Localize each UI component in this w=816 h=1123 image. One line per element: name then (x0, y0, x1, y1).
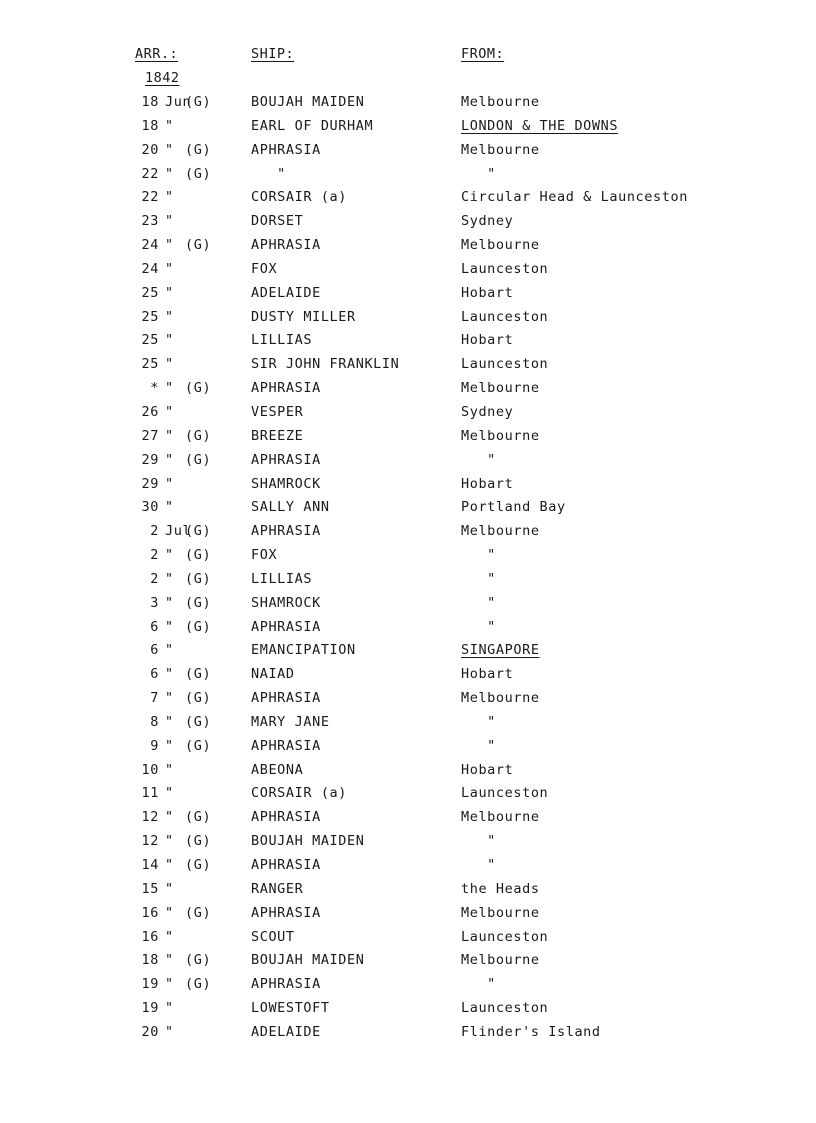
arrival-day: 19 (141, 1000, 159, 1017)
ship-name: EMANCIPATION (251, 642, 356, 659)
gazette-marker: (G) (185, 666, 212, 683)
ship-name: ADELAIDE (251, 1023, 321, 1040)
ship-name: APHRASIA (251, 618, 321, 635)
gazette-marker: (G) (185, 904, 212, 921)
arrival-month: " (165, 761, 174, 778)
list-item (0, 905, 816, 929)
ship-name: APHRASIA (251, 690, 321, 707)
arrival-day: 20 (141, 141, 159, 158)
list-item (0, 857, 816, 881)
arrival-month: " (165, 857, 174, 873)
arrival-month: " (165, 117, 174, 134)
arrival-month: Jul (165, 523, 192, 540)
gazette-marker: (G) (185, 976, 212, 993)
list-item (0, 642, 816, 666)
arrival-day: 14 (141, 857, 159, 873)
arrival-day: 18 (141, 952, 159, 969)
origin-port: Circular Head & Launceston (461, 189, 688, 206)
ship-name: LILLIAS (251, 570, 313, 587)
origin-port: SINGAPORE (461, 642, 540, 659)
arrival-month: " (165, 785, 174, 802)
arrival-month: " (165, 213, 174, 230)
origin-port: " (461, 165, 496, 182)
list-item (0, 666, 816, 690)
origin-port: Melbourne (461, 380, 540, 397)
gazette-marker: (G) (185, 427, 212, 444)
ship-name: APHRASIA (251, 857, 321, 873)
arrival-month: Jun (165, 94, 192, 110)
list-item (0, 809, 816, 833)
arrival-day: 2 (150, 547, 159, 564)
arrival-month: " (165, 1000, 174, 1017)
arrival-month: " (165, 713, 174, 730)
gazette-marker: (G) (185, 523, 212, 540)
ship-name: APHRASIA (251, 976, 321, 993)
list-item (0, 547, 816, 571)
list-item (0, 213, 816, 237)
list-item (0, 189, 816, 213)
origin-port: " (461, 833, 496, 850)
arrival-day: 25 (141, 332, 159, 349)
arrival-day: 16 (141, 928, 159, 945)
origin-port: Launceston (461, 356, 549, 373)
origin-port: Portland Bay (461, 499, 566, 516)
arrival-day: 27 (141, 427, 159, 444)
arrival-day: 24 (141, 260, 159, 277)
list-item (0, 332, 816, 356)
list-item (0, 929, 816, 953)
arrival-month: " (165, 547, 174, 564)
arrival-month: " (165, 666, 174, 683)
ship-name: APHRASIA (251, 904, 321, 921)
arrival-day: 24 (141, 237, 159, 254)
arrival-day: 25 (141, 284, 159, 301)
origin-port: Launceston (461, 785, 549, 802)
arrival-day: 30 (141, 499, 159, 516)
arrival-month: " (165, 427, 174, 444)
ship-name: NAIAD (251, 666, 295, 683)
list-item (0, 976, 816, 1000)
list-item (0, 1000, 816, 1024)
arrival-day: 29 (141, 475, 159, 492)
arrival-month: " (165, 141, 174, 158)
gazette-marker: (G) (185, 141, 212, 158)
list-item (0, 619, 816, 643)
list-item (0, 881, 816, 905)
origin-port: Melbourne (461, 94, 540, 110)
origin-port: Launceston (461, 928, 549, 945)
arrival-day: 12 (141, 833, 159, 850)
origin-port: Melbourne (461, 904, 540, 921)
ship-name: BOUJAH MAIDEN (251, 952, 365, 969)
arrival-month: " (165, 952, 174, 969)
ship-name: BOUJAH MAIDEN (251, 94, 365, 110)
list-item (0, 166, 816, 190)
origin-port: " (461, 594, 496, 611)
arrival-day: 6 (150, 642, 159, 659)
arrival-day: 22 (141, 189, 159, 206)
list-item (0, 285, 816, 309)
arrival-day: 8 (150, 713, 159, 730)
arrival-month: " (165, 928, 174, 945)
list-item (0, 785, 816, 809)
origin-port: Melbourne (461, 427, 540, 444)
ship-name: FOX (251, 547, 278, 564)
origin-port: " (461, 618, 496, 635)
gazette-marker: (G) (185, 570, 212, 587)
arrival-month: " (165, 237, 174, 254)
gazette-marker: (G) (185, 713, 212, 730)
ship-name: APHRASIA (251, 380, 321, 397)
origin-port: Hobart (461, 284, 514, 301)
ship-name: RANGER (251, 880, 304, 897)
list-item (0, 833, 816, 857)
arrival-day: 6 (150, 618, 159, 635)
gazette-marker: (G) (185, 451, 212, 468)
arrival-day: * (150, 380, 159, 397)
gazette-marker: (G) (185, 690, 212, 707)
list-item (0, 261, 816, 285)
arrival-day: 20 (141, 1023, 159, 1040)
arrival-day: 11 (141, 785, 159, 802)
list-item (0, 523, 816, 547)
ship-name: EARL OF DURHAM (251, 117, 374, 134)
list-item (0, 94, 816, 118)
arrival-day: 29 (141, 451, 159, 468)
arrival-day: 23 (141, 213, 159, 230)
ship-name: SCOUT (251, 928, 295, 945)
list-item (0, 738, 816, 762)
arrival-day: 15 (141, 880, 159, 897)
ship-name: CORSAIR (a) (251, 189, 348, 206)
arrival-month: " (165, 332, 174, 349)
ship-name: APHRASIA (251, 451, 321, 468)
arrival-month: " (165, 570, 174, 587)
ship-name: " (251, 165, 286, 182)
arrival-month: " (165, 308, 174, 325)
arrival-month: " (165, 165, 174, 182)
arrival-month: " (165, 594, 174, 611)
ship-name: LILLIAS (251, 332, 313, 349)
arrivals-list (0, 94, 816, 1048)
arrival-month: " (165, 475, 174, 492)
header-from: FROM: (461, 46, 505, 62)
list-item (0, 571, 816, 595)
ship-name: MARY JANE (251, 713, 330, 730)
arrival-day: 2 (150, 570, 159, 587)
gazette-marker: (G) (185, 165, 212, 182)
arrival-month: " (165, 1023, 174, 1040)
origin-port: Flinder's Island (461, 1023, 601, 1040)
arrival-day: 7 (150, 690, 159, 707)
ship-name: BREEZE (251, 427, 304, 444)
arrival-month: " (165, 356, 174, 373)
ship-name: SHAMROCK (251, 594, 321, 611)
list-item (0, 237, 816, 261)
ship-name: APHRASIA (251, 141, 321, 158)
arrival-day: 10 (141, 761, 159, 778)
arrival-day: 19 (141, 976, 159, 993)
list-item (0, 142, 816, 166)
arrival-month: " (165, 809, 174, 826)
list-item (0, 952, 816, 976)
list-item (0, 690, 816, 714)
gazette-marker: (G) (185, 94, 212, 110)
origin-port: " (461, 976, 496, 993)
origin-port: Launceston (461, 1000, 549, 1017)
header-ship: SHIP: (251, 46, 295, 62)
gazette-marker: (G) (185, 618, 212, 635)
list-item (0, 452, 816, 476)
ship-name: DUSTY MILLER (251, 308, 356, 325)
ship-name: SHAMROCK (251, 475, 321, 492)
ship-name: ABEONA (251, 761, 304, 778)
gazette-marker: (G) (185, 857, 212, 873)
origin-port: Sydney (461, 403, 514, 420)
arrival-day: 22 (141, 165, 159, 182)
gazette-marker: (G) (185, 237, 212, 254)
column-header (0, 46, 816, 66)
origin-port: LONDON & THE DOWNS (461, 117, 619, 134)
origin-port: Melbourne (461, 237, 540, 254)
list-item (0, 428, 816, 452)
origin-port: Launceston (461, 308, 549, 325)
arrival-month: " (165, 403, 174, 420)
gazette-marker: (G) (185, 547, 212, 564)
origin-port: " (461, 713, 496, 730)
list-item (0, 118, 816, 142)
arrival-day: 12 (141, 809, 159, 826)
origin-port: Hobart (461, 761, 514, 778)
list-item (0, 595, 816, 619)
origin-port: Melbourne (461, 523, 540, 540)
list-item (0, 762, 816, 786)
origin-port: " (461, 547, 496, 564)
origin-port: Melbourne (461, 690, 540, 707)
list-item (0, 356, 816, 380)
arrival-month: " (165, 618, 174, 635)
list-item (0, 404, 816, 428)
origin-port: Melbourne (461, 952, 540, 969)
gazette-marker: (G) (185, 809, 212, 826)
ship-name: VESPER (251, 403, 304, 420)
arrival-month: " (165, 880, 174, 897)
arrival-month: " (165, 642, 174, 659)
list-item (0, 380, 816, 404)
list-item (0, 476, 816, 500)
arrival-month: " (165, 189, 174, 206)
arrival-month: " (165, 451, 174, 468)
ship-name: APHRASIA (251, 737, 321, 754)
ship-name: SALLY ANN (251, 499, 330, 516)
ship-name: DORSET (251, 213, 304, 230)
origin-port: " (461, 570, 496, 587)
origin-port: " (461, 857, 496, 873)
arrival-month: " (165, 284, 174, 301)
arrival-month: " (165, 737, 174, 754)
ship-name: BOUJAH MAIDEN (251, 833, 365, 850)
origin-port: Hobart (461, 332, 514, 349)
ship-name: APHRASIA (251, 237, 321, 254)
arrival-day: 9 (150, 737, 159, 754)
ship-name: CORSAIR (a) (251, 785, 348, 802)
arrival-day: 25 (141, 356, 159, 373)
arrival-day: 18 (141, 117, 159, 134)
gazette-marker: (G) (185, 833, 212, 850)
arrival-day: 3 (150, 594, 159, 611)
list-item (0, 499, 816, 523)
gazette-marker: (G) (185, 952, 212, 969)
arrival-month: " (165, 976, 174, 993)
origin-port: " (461, 737, 496, 754)
year-heading: 1842 (145, 70, 180, 86)
arrival-month: " (165, 690, 174, 707)
origin-port: " (461, 451, 496, 468)
arrival-day: 18 (141, 94, 159, 110)
list-item (0, 714, 816, 738)
origin-port: Hobart (461, 666, 514, 683)
ship-name: LOWESTOFT (251, 1000, 330, 1017)
arrival-day: 26 (141, 403, 159, 420)
arrival-day: 2 (150, 523, 159, 540)
arrival-month: " (165, 260, 174, 277)
origin-port: Melbourne (461, 809, 540, 826)
list-item (0, 309, 816, 333)
gazette-marker: (G) (185, 737, 212, 754)
arrival-month: " (165, 904, 174, 921)
origin-port: Sydney (461, 213, 514, 230)
arrival-day: 16 (141, 904, 159, 921)
ship-name: APHRASIA (251, 523, 321, 540)
arrival-day: 6 (150, 666, 159, 683)
origin-port: Melbourne (461, 141, 540, 158)
origin-port: the Heads (461, 880, 540, 897)
ship-name: SIR JOHN FRANKLIN (251, 356, 400, 373)
gazette-marker: (G) (185, 594, 212, 611)
origin-port: Launceston (461, 260, 549, 277)
arrival-month: " (165, 833, 174, 850)
gazette-marker: (G) (185, 380, 212, 397)
header-arrival: ARR.: (135, 46, 179, 62)
origin-port: Hobart (461, 475, 514, 492)
ship-name: FOX (251, 260, 278, 277)
arrival-month: " (165, 380, 174, 397)
list-item (0, 1024, 816, 1048)
arrival-month: " (165, 499, 174, 516)
ship-name: ADELAIDE (251, 284, 321, 301)
arrival-day: 25 (141, 308, 159, 325)
ship-name: APHRASIA (251, 809, 321, 826)
